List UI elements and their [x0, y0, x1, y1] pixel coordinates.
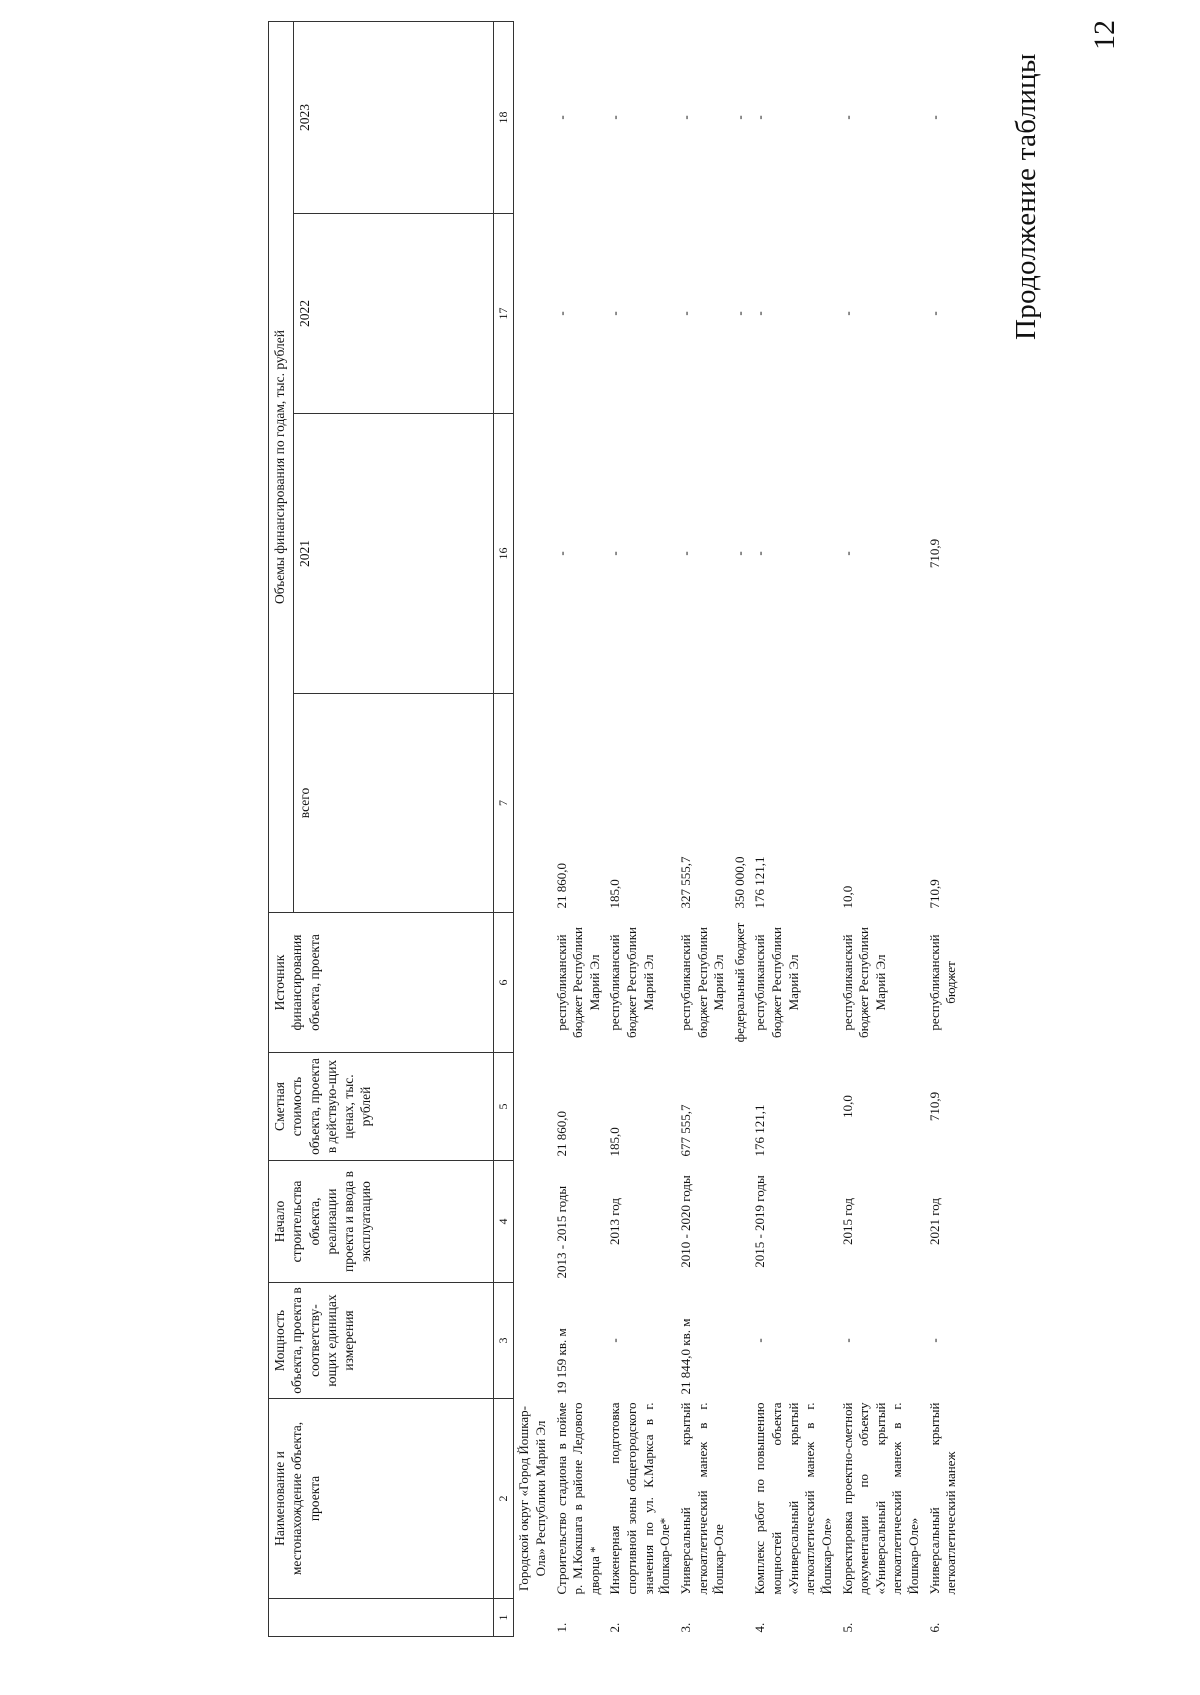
table-row	[838, 21, 925, 1636]
object-capacity: 21 844,0 кв. м	[677, 1318, 693, 1395]
header-name: Наименование и местонахождение объекта, проекта	[269, 1399, 494, 1599]
col-number: 7	[494, 694, 514, 913]
funding-2021: -	[553, 551, 569, 556]
page-number: 12	[1088, 20, 1121, 50]
table-row	[676, 21, 730, 1636]
col-number: 4	[494, 1161, 514, 1283]
funding-2023: -	[677, 115, 693, 120]
header-2021: 2021	[294, 414, 494, 694]
row-number: 6.	[926, 1622, 942, 1633]
table-continuation-heading: Продолжение таблицы	[1010, 53, 1042, 340]
object-period: 2013 год	[607, 1198, 623, 1245]
object-name: Строительство стадиона в пойме р. М.Кокшага в районе Ледового дворца *	[553, 1402, 602, 1595]
object-cost	[730, 1053, 751, 1161]
object-cost: 677 555,7	[677, 1104, 693, 1157]
object-period: 2010 - 2020 годы	[677, 1175, 693, 1268]
funding-source: республиканский бюджет Республики Марий Эл	[677, 927, 727, 1039]
object-capacity	[730, 1283, 751, 1399]
row-number: 4.	[752, 1622, 768, 1633]
col-number: 5	[494, 1053, 514, 1161]
object-capacity: -	[752, 1338, 768, 1343]
column-number-row	[494, 21, 514, 1636]
funding-2022: -	[839, 311, 855, 316]
funding-2023: -	[839, 115, 855, 120]
region-name: Городской округ «Город Йошкар-Ола» Республики Марий Эл	[516, 1406, 548, 1591]
funding-2023: -	[752, 115, 768, 120]
header-financing-group: Объемы финансирования по годам, тыс. рублей	[269, 21, 294, 912]
row-number: 5.	[839, 1622, 855, 1633]
header-cost: Сметная стоимость объекта, проекта в действую-щих ценах, тыс. рублей	[269, 1053, 494, 1161]
table-row	[605, 21, 676, 1636]
table-row	[552, 21, 606, 1636]
funding-total: 710,9	[926, 879, 942, 909]
object-cost: 10,0	[839, 1095, 855, 1118]
object-name: Универсальный крытый легкоатлетический манеж	[926, 1402, 959, 1595]
funding-2023: -	[731, 115, 747, 120]
funding-source: республиканский бюджет Республики Марий Эл	[553, 927, 602, 1039]
object-period: 2015 - 2019 годы	[752, 1175, 768, 1268]
funding-2021: -	[677, 551, 693, 556]
funding-source: республиканский бюджет	[926, 934, 959, 1031]
funding-total: 176 121,1	[752, 856, 768, 909]
funding-2023: -	[926, 115, 942, 120]
col-number: 1	[494, 1599, 514, 1637]
funding-2022: -	[752, 311, 768, 316]
object-cost: 710,9	[926, 1091, 942, 1122]
funding-2022: -	[677, 311, 693, 316]
funding-source: федеральный бюджет	[731, 922, 747, 1043]
object-capacity: -	[926, 1338, 942, 1343]
funding-2022: -	[926, 311, 942, 316]
funding-2022: -	[731, 311, 747, 316]
table-row	[750, 21, 837, 1636]
object-period: 2021 год	[926, 1198, 942, 1245]
funding-2021: -	[839, 551, 855, 556]
object-cost: 185,0	[607, 1127, 623, 1157]
header-row-1	[269, 21, 294, 1636]
funding-source: республиканский бюджет Республики Марий Эл	[607, 927, 656, 1039]
funding-2021: -	[607, 551, 623, 556]
region-row	[514, 21, 552, 1636]
header-period: Начало строительства объекта, реализации проекта и ввода в эксплуатацию	[269, 1161, 494, 1283]
funding-total: 21 860,0	[553, 863, 569, 909]
table-row	[925, 21, 962, 1636]
object-capacity: -	[839, 1338, 855, 1343]
object-cost: 176 121,1	[752, 1104, 768, 1157]
object-name: Инженерная подготовка спортивной зоны общегородского значения по ул. К.Маркса в г. Йошкар-Оле*	[607, 1402, 673, 1595]
funding-total: 327 555,7	[677, 856, 693, 909]
row-number	[730, 1599, 751, 1637]
funding-total: 185,0	[607, 879, 623, 909]
financing-table	[268, 21, 962, 1637]
col-number: 18	[494, 21, 514, 213]
header-2023: 2023	[294, 21, 494, 213]
header-source: Источник финансирования объекта, проекта	[269, 913, 494, 1053]
object-name	[730, 1399, 751, 1599]
col-number: 6	[494, 913, 514, 1053]
funding-2021: -	[752, 551, 768, 556]
header-total: всего	[294, 694, 494, 913]
object-name: Корректировка проектно-сметной документации по объекту «Универсальный крытый легкоатлетический манеж в г. Йошкар-Оле»	[839, 1402, 922, 1595]
row-number: 3.	[677, 1622, 693, 1633]
object-cost: 21 860,0	[553, 1111, 569, 1157]
funding-2023: -	[553, 115, 569, 120]
funding-source: республиканский бюджет Республики Марий Эл	[839, 927, 888, 1039]
col-number: 2	[494, 1399, 514, 1599]
funding-source: республиканский бюджет Республики Марий Эл	[752, 927, 801, 1039]
funding-2021: 710,9	[926, 538, 942, 569]
funding-2021: -	[731, 551, 747, 556]
col-number: 16	[494, 414, 514, 694]
funding-2023: -	[607, 115, 623, 120]
object-period	[730, 1161, 751, 1283]
object-period: 2015 год	[839, 1198, 855, 1245]
header-2022: 2022	[294, 214, 494, 414]
header-capacity: Мощность объекта, проекта в соответству-ющих единицах измерения	[269, 1283, 494, 1399]
table-row	[730, 21, 751, 1636]
row-number: 2.	[607, 1622, 623, 1633]
col-number: 3	[494, 1283, 514, 1399]
col-number: 17	[494, 214, 514, 414]
funding-total: 350 000,0	[731, 856, 747, 909]
row-number: 1.	[553, 1622, 569, 1633]
object-period: 2013 - 2015 годы	[553, 1185, 569, 1279]
header-col1	[269, 1599, 494, 1637]
funding-2022: -	[553, 311, 569, 316]
object-name: Универсальный крытый легкоатлетический манеж в г. Йошкар-Оле	[677, 1402, 727, 1595]
object-capacity: -	[607, 1338, 623, 1343]
funding-2022: -	[607, 311, 623, 316]
object-capacity: 19 159 кв. м	[553, 1328, 569, 1395]
object-name: Комплекс работ по повышению мощностей объекта «Универсальный крытый легкоатлетический манеж в г. Йошкар-Оле»	[752, 1402, 834, 1595]
funding-total: 10,0	[839, 885, 855, 909]
